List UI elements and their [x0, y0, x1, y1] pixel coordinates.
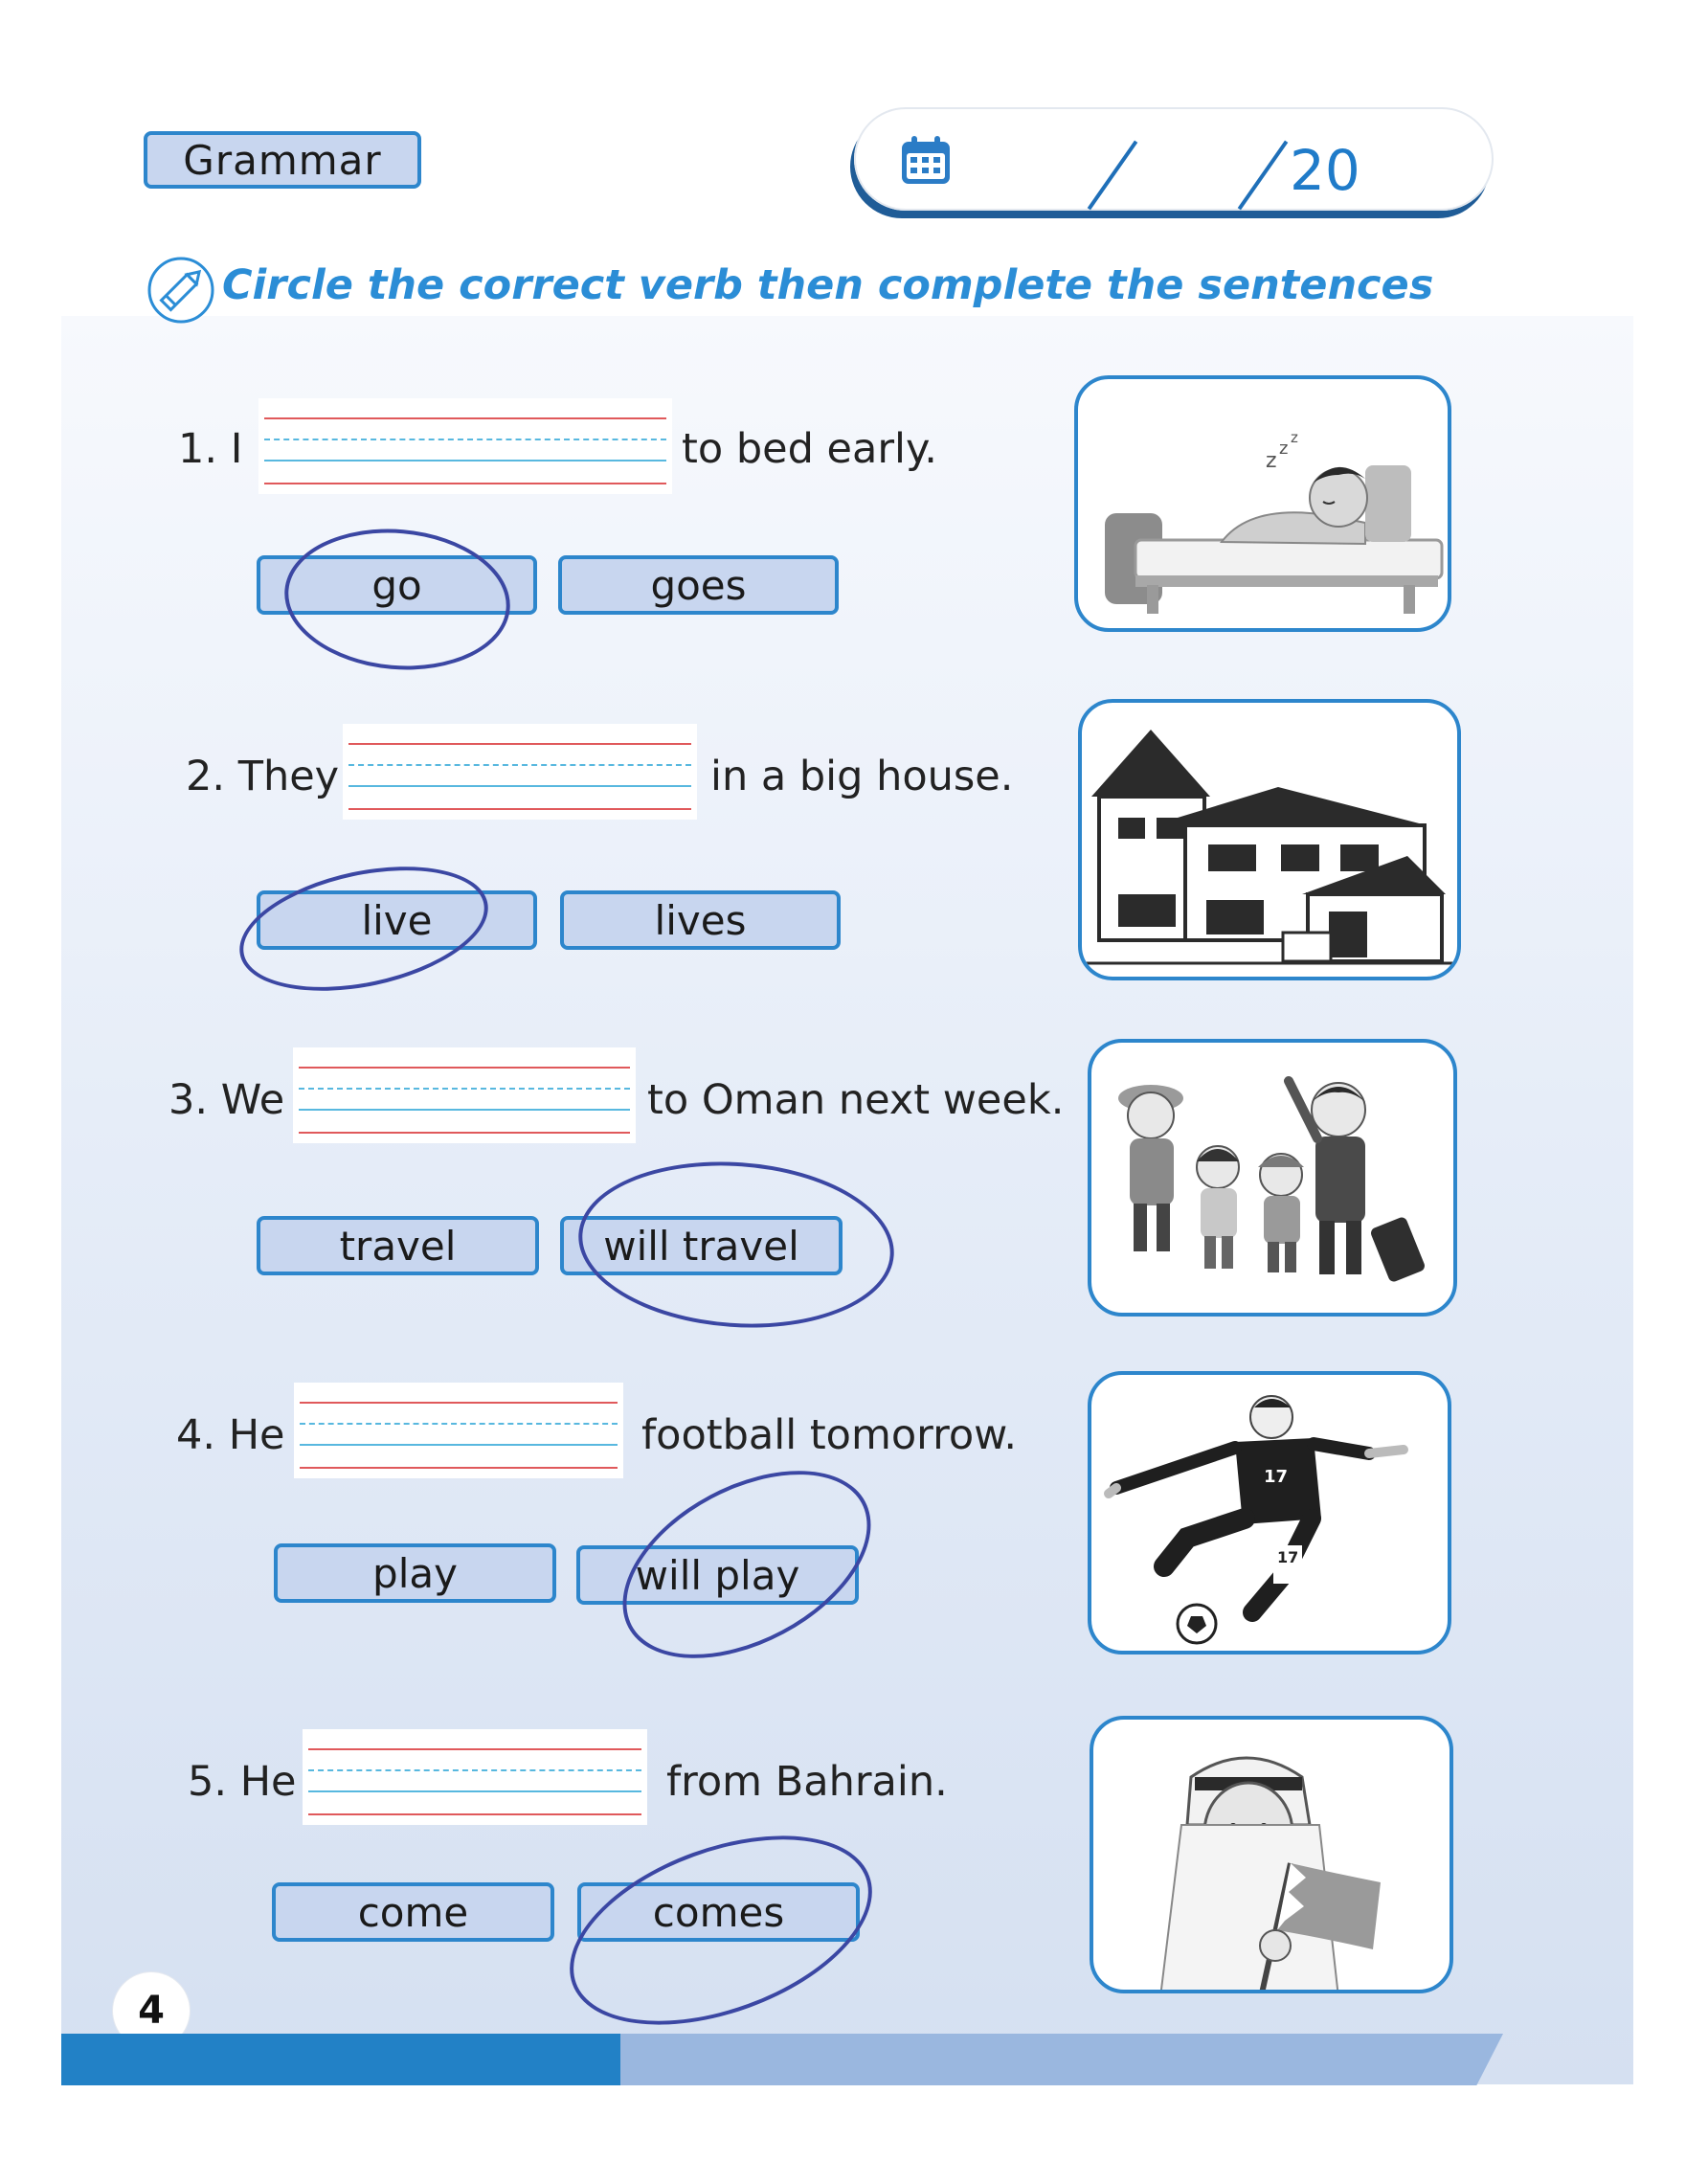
option-come[interactable]: come [272, 1882, 554, 1942]
date-separator [1238, 141, 1289, 211]
question-5-suffix: from Bahrain. [666, 1758, 948, 1806]
option-go[interactable]: go [257, 555, 537, 615]
svg-text:z: z [1266, 449, 1277, 473]
option-will-travel[interactable]: will travel [560, 1216, 843, 1275]
man-with-flag-illustration [1093, 1720, 1453, 1993]
svg-text:z: z [1279, 439, 1289, 459]
picture-family-travel [1088, 1039, 1457, 1317]
picture-big-house [1078, 699, 1461, 980]
footer-bar-light [620, 2034, 1503, 2085]
date-box [854, 107, 1494, 211]
option-comes[interactable]: comes [577, 1882, 860, 1942]
answer-line-5[interactable] [303, 1729, 647, 1825]
picture-man-with-flag [1090, 1716, 1453, 1993]
question-1-prefix: 1. I [178, 425, 243, 473]
question-4-suffix: football tomorrow. [641, 1411, 1018, 1459]
family-travel-illustration [1091, 1043, 1457, 1317]
svg-text:17: 17 [1264, 1467, 1289, 1487]
option-will-play[interactable]: will play [576, 1545, 859, 1605]
section-label: Grammar [144, 131, 421, 189]
question-1-suffix: to bed early. [682, 425, 937, 473]
picture-football-player [1088, 1371, 1451, 1655]
question-4-prefix: 4. He [176, 1411, 285, 1459]
question-3-suffix: to Oman next week. [647, 1076, 1065, 1124]
question-3-prefix: 3. We [169, 1076, 285, 1124]
date-separator [1088, 141, 1138, 211]
option-goes[interactable]: goes [558, 555, 839, 615]
big-house-illustration [1082, 703, 1461, 980]
answer-line-2[interactable] [343, 724, 697, 820]
option-live[interactable]: live [257, 890, 537, 950]
svg-text:17: 17 [1277, 1548, 1299, 1566]
pencil-icon [146, 255, 216, 326]
calendar-icon [899, 134, 953, 188]
picture-sleeping-boy [1074, 375, 1451, 632]
date-total: 20 [1290, 138, 1360, 203]
football-player-illustration [1091, 1375, 1451, 1655]
option-lives[interactable]: lives [560, 890, 841, 950]
question-2-suffix: in a big house. [710, 753, 1014, 800]
question-2-prefix: 2. They [186, 753, 340, 800]
question-5-prefix: 5. He [188, 1758, 297, 1806]
svg-text:z: z [1291, 429, 1298, 446]
page-number: 4 [113, 1972, 190, 2049]
footer-bar-accent [61, 2034, 620, 2085]
sleeping-boy-illustration [1078, 379, 1451, 632]
answer-line-3[interactable] [293, 1047, 636, 1143]
answer-line-4[interactable] [294, 1383, 623, 1478]
instruction-title: Circle the correct verb then complete the sentences [222, 261, 1434, 309]
option-play[interactable]: play [274, 1543, 556, 1603]
answer-line-1[interactable] [258, 398, 672, 494]
option-travel[interactable]: travel [257, 1216, 539, 1275]
